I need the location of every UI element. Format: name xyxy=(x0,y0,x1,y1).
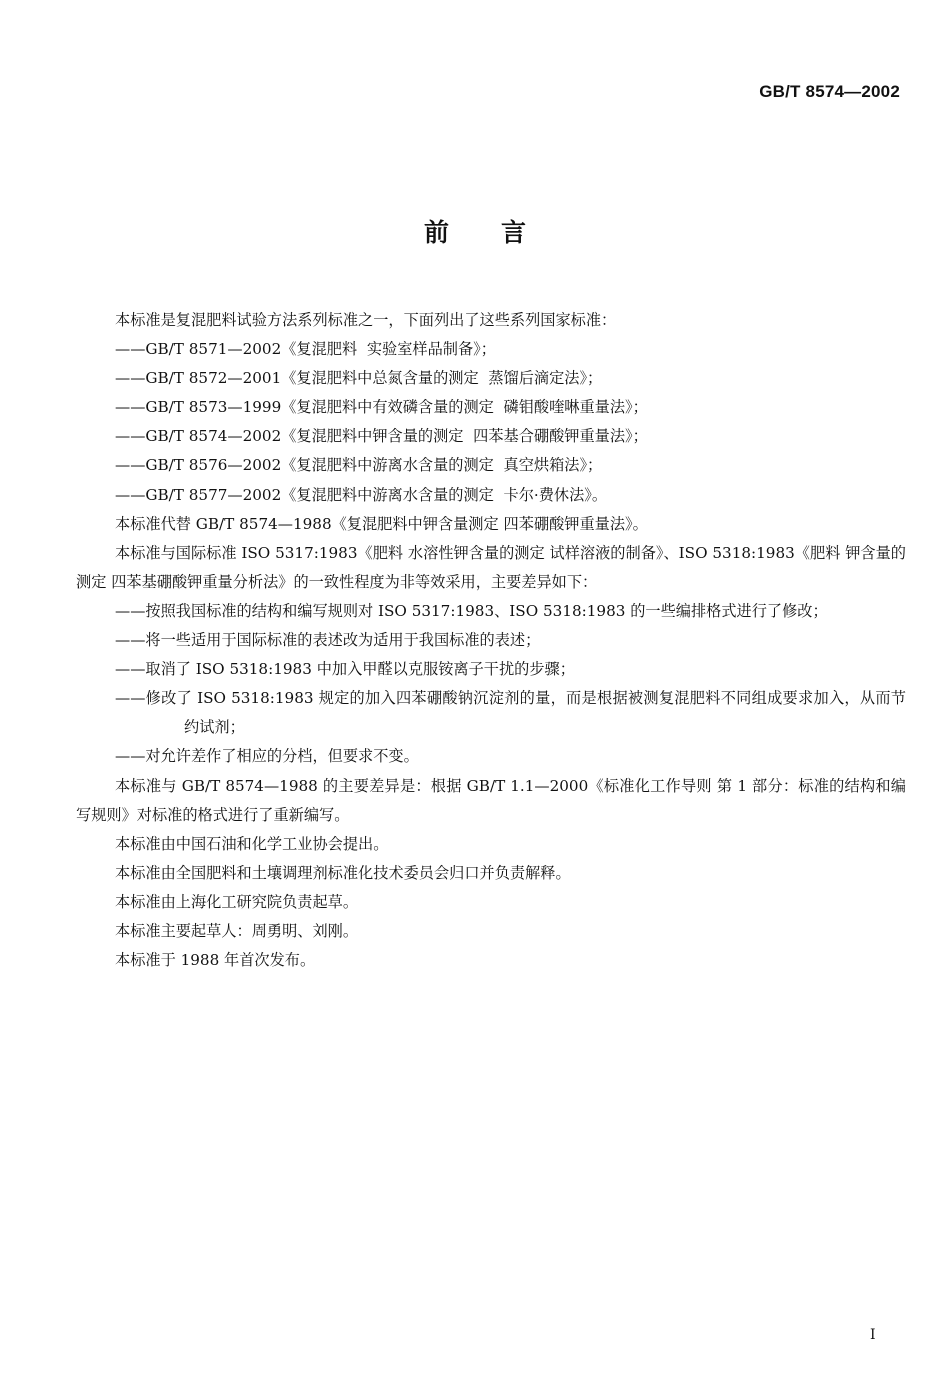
title-char-2: 言 xyxy=(501,218,527,247)
standard-code: GB/T 8574—2002 xyxy=(759,82,900,101)
difference-item: ——将一些适用于国际标准的表述改为适用于我国标准的表述； xyxy=(115,631,541,650)
series-item: ——GB/T 8573—1999《复混肥料中有效磷含量的测定 磷钼酸喹啉重量法》； xyxy=(115,398,648,417)
title-char-1: 前 xyxy=(423,218,449,247)
series-item: ——GB/T 8572—2001《复混肥料中总氮含量的测定 蒸馏后滴定法》； xyxy=(115,369,603,388)
series-item: ——GB/T 8576—2002《复混肥料中游离水含量的测定 真空烘箱法》； xyxy=(115,456,603,475)
centralized-by-paragraph: 本标准由全国肥料和土壤调理剂标准化技术委员会归口并负责解释。 xyxy=(115,863,571,882)
page-number: I xyxy=(870,1327,876,1343)
first-published-paragraph: 本标准于 1988 年首次发布。 xyxy=(115,951,316,970)
series-item: ——GB/T 8574—2002《复混肥料中钾含量的测定 四苯基合硼酸钾重量法》； xyxy=(115,427,648,446)
drafters-paragraph: 本标准主要起草人：周勇明、刘刚。 xyxy=(115,921,358,940)
intro-paragraph: 本标准是复混肥料试验方法系列标准之一，下面列出了这些系列国家标准： xyxy=(115,311,617,329)
series-item: ——GB/T 8571—2002《复混肥料 实验室样品制备》； xyxy=(115,340,496,359)
difference-item: ——按照我国标准的结构和编写规则对 ISO 5317:1983、ISO 5318:1983 的一些编排格式进行了修改； xyxy=(115,601,828,620)
difference-item: ——修改了 ISO 5318:1983 规定的加入四苯硼酸钠沉淀剂的量，而是根据被测复混肥料不同组成要求加入，从而节约试剂； xyxy=(115,689,906,737)
drafted-by-paragraph: 本标准由上海化工研究院负责起草。 xyxy=(115,892,358,911)
iso-relation-paragraph: 本标准与国际标准 ISO 5317:1983《肥料 水溶性钾含量的测定 试样溶液的制备》、ISO 5318:1983《肥料 钾含量的测定 四苯基硼酸钾重量分析法》的一致性程度为非等效采用，主要差异如下： xyxy=(76,543,906,591)
proposed-by-paragraph: 本标准由中国石油和化学工业协会提出。 xyxy=(115,834,389,853)
main-difference-paragraph: 本标准与 GB/T 8574—1988 的主要差异是：根据 GB/T 1.1—2000《标准化工作导则 第 1 部分：标准的结构和编写规则》对标准的格式进行了重新编写。 xyxy=(76,776,906,824)
replace-paragraph: 本标准代替 GB/T 8574—1988《复混肥料中钾含量测定 四苯硼酸钾重量法》。 xyxy=(115,514,648,533)
difference-item: ——对允许差作了相应的分档，但要求不变。 xyxy=(115,747,419,766)
page-title xyxy=(0,213,950,249)
series-item: ——GB/T 8577—2002《复混肥料中游离水含量的测定 卡尔·费休法》。 xyxy=(115,485,608,504)
foreword-body xyxy=(76,306,906,975)
difference-item: ——取消了 ISO 5318:1983 中加入甲醛以克服铵离子干扰的步骤； xyxy=(115,660,575,679)
